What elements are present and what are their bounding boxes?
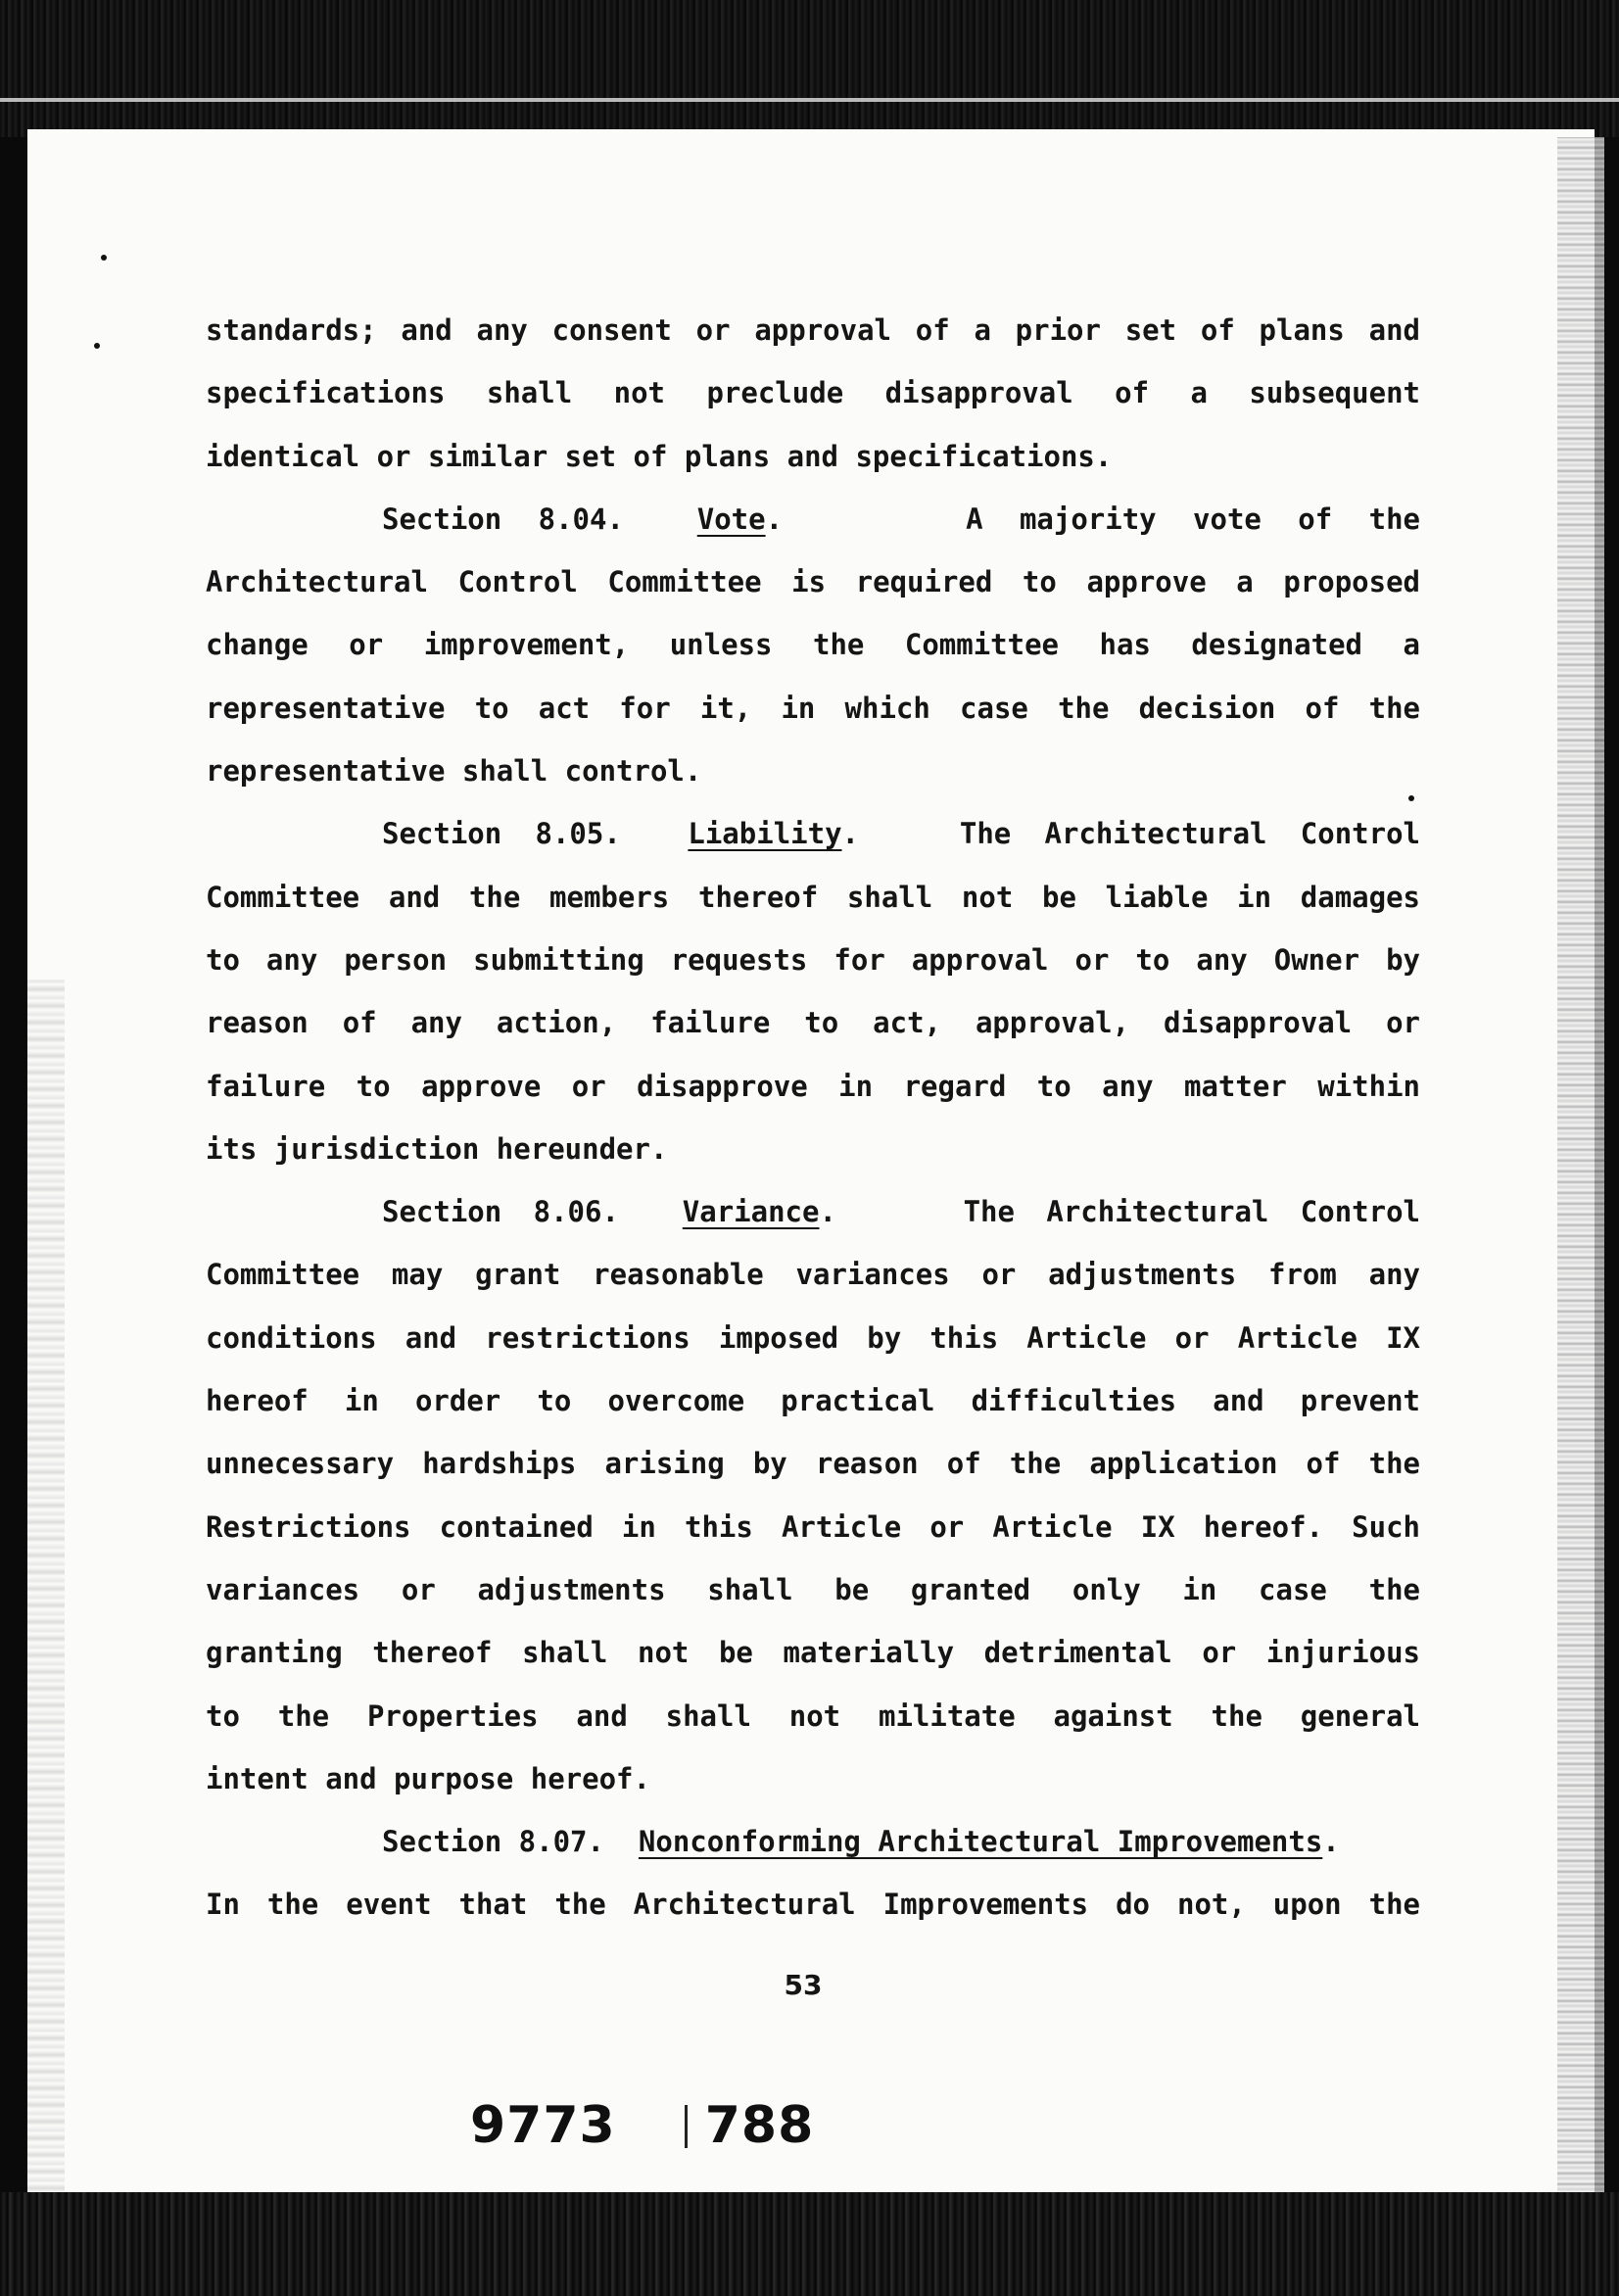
text-line: to any person submitting requests for approval or to any Owner by [206, 942, 1420, 977]
text-line: unnecessary hardships arising by reason of the application of the [206, 1447, 1420, 1481]
scan-top-rule [0, 98, 1619, 102]
text-line: reason of any action, failure to act, approval, disapproval or [206, 1006, 1420, 1040]
text-line: its jurisdiction hereunder. [206, 1131, 668, 1166]
section-heading: Variance [682, 1195, 820, 1229]
text-line: granting thereof shall not be materially detrimental or injurious [206, 1636, 1420, 1670]
body-text [206, 299, 1420, 1937]
text-line: A majority vote of the [966, 502, 1420, 536]
scan-top-border [0, 0, 1619, 137]
text-line: variances or adjustments shall be granted only in case the [206, 1572, 1420, 1606]
text-line: failure to approve or disapprove in regard to any matter within [206, 1069, 1420, 1103]
text-line: identical or similar set of plans and specifications. [206, 439, 1113, 473]
text-line: Architectural Control Committee is required to approve a proposed [206, 565, 1420, 599]
text-line: intent and purpose hereof. [206, 1761, 650, 1795]
section-heading: Nonconforming Architectural Improvements [638, 1825, 1323, 1859]
text-line: The Architectural Control [963, 1195, 1420, 1229]
text-line: Committee may grant reasonable variances or adjustments from any [206, 1258, 1420, 1292]
section-heading-line: Section 8.06. Variance. The Architectural Control [382, 1195, 1420, 1229]
text-line: to the Properties and shall not militate against the general [206, 1698, 1420, 1733]
text-line: standards; and any consent or approval of a prior set of plans and [206, 313, 1420, 347]
section-heading: Liability [688, 817, 842, 851]
scan-bottom-border [0, 2192, 1619, 2296]
page-number: 53 [784, 1969, 823, 2001]
scan-right-edge-noise [1557, 137, 1604, 2192]
text-line: Restrictions contained in this Article or Article IX hereof. Such [206, 1509, 1420, 1544]
section-heading-line: Section 8.05. Liability. The Architectural Control [382, 817, 1420, 851]
recording-stamp [470, 2096, 842, 2155]
section-number: Section 8.06. [382, 1195, 619, 1229]
stamp-separator [685, 2105, 688, 2148]
text-line: specifications shall not preclude disapproval of a subsequent [206, 376, 1420, 410]
text-line: representative to act for it, in which case the decision of the [206, 691, 1420, 725]
text-line: change or improvement, unless the Committee has designated a [206, 628, 1420, 662]
section-number: Section 8.07. [382, 1825, 604, 1859]
text-line: hereof in order to overcome practical difficulties and prevent [206, 1384, 1420, 1418]
section-heading-line: Section 8.07. Nonconforming Architectural Improvements. [382, 1825, 1340, 1859]
text-line: representative shall control. [206, 754, 702, 789]
text-line: conditions and restrictions imposed by this Article or Article IX [206, 1320, 1420, 1355]
text-line: In the event that the Architectural Improvements do not, upon the [206, 1888, 1420, 1922]
stamp-page-number: 788 [704, 2096, 815, 2155]
section-number: Section 8.05. [382, 817, 621, 851]
section-heading-line: Section 8.04. Vote. A majority vote of the [382, 502, 1420, 536]
scan-speck [94, 343, 100, 349]
scan-left-edge-noise [27, 980, 65, 2192]
stamp-book-number: 9773 [470, 2096, 616, 2155]
scan-speck [101, 255, 107, 261]
section-number: Section 8.04. [382, 502, 624, 536]
text-line: Committee and the members thereof shall not be liable in damages [206, 880, 1420, 914]
text-line: The Architectural Control [959, 817, 1420, 851]
section-heading: Vote [696, 502, 766, 536]
